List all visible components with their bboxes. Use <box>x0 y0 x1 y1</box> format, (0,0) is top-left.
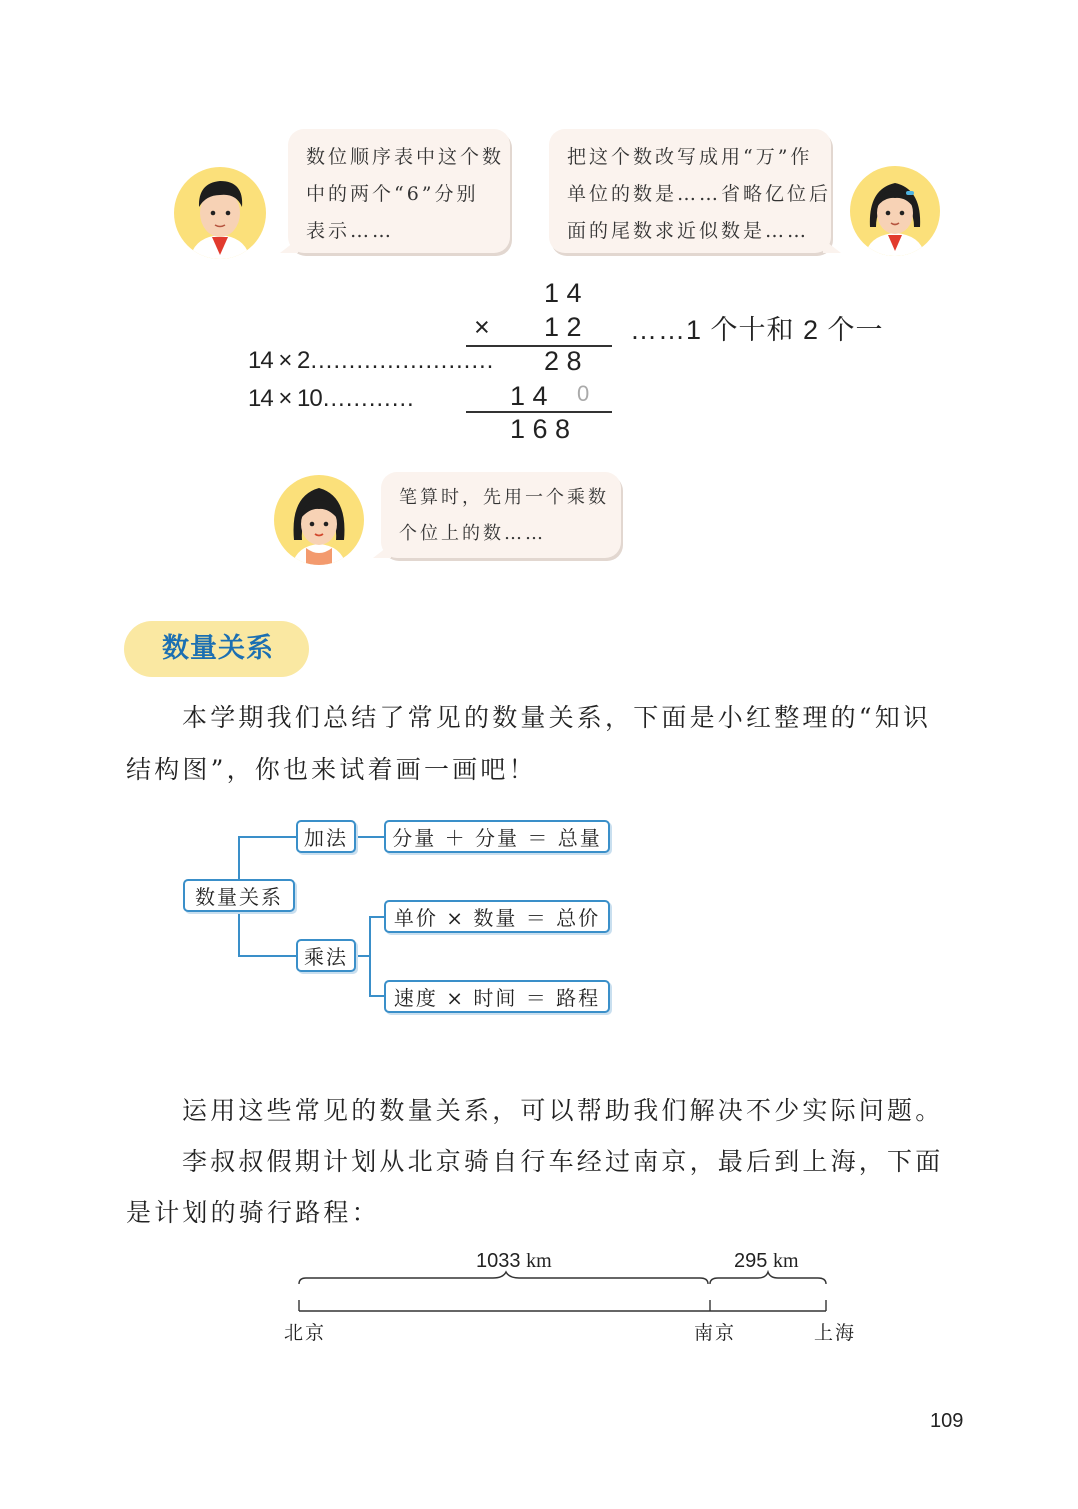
tree-connector <box>238 910 240 956</box>
distance-value: 295 <box>734 1250 768 1272</box>
city-beijing: 北京 <box>284 1322 327 1344</box>
brace-2 <box>710 1272 826 1284</box>
tree-connector <box>238 955 296 957</box>
girl-ponytail-speech-bubble <box>381 472 621 558</box>
brace-1 <box>299 1272 708 1284</box>
bubble-line: 笔算时，先用一个乘数 <box>399 487 609 508</box>
tree-connector <box>357 836 384 838</box>
tree-connector <box>369 916 371 996</box>
route-line-diagram <box>290 1270 835 1320</box>
tree-connector <box>369 995 384 997</box>
multiplier: 1 2 <box>544 312 582 342</box>
tree-mul-formula-2-box: 速度 × 时间 ＝ 路程 <box>384 980 610 1013</box>
girl-speech-bubble <box>549 129 831 253</box>
tree-connector <box>238 836 240 880</box>
omitted-zero: 0 <box>577 381 590 406</box>
tree-add-box: 加法 <box>296 820 356 853</box>
product: 1 6 8 <box>510 414 571 444</box>
times-sign: × <box>474 312 490 342</box>
tree-root-box: 数量关系 <box>183 879 295 912</box>
bubble-line: 面的尾数求近似数是…… <box>567 220 810 242</box>
bubble-line: 中的两个“6”分别 <box>306 183 479 205</box>
city-nanjing: 南京 <box>694 1322 737 1344</box>
tree-connector <box>238 836 296 838</box>
bubble-line: 表示…… <box>306 220 395 242</box>
boy-speech-bubble <box>288 129 510 253</box>
distance-value: 1033 <box>476 1250 521 1272</box>
bubble-line: 数位顺序表中这个数 <box>306 146 505 168</box>
bubble-line: 把这个数改写成用“万”作 <box>567 146 813 168</box>
boy-avatar <box>172 167 268 259</box>
partial-product-1: 2 8 <box>544 346 582 376</box>
intro-line-2: 结构图”，你也来试着画一画吧！ <box>126 755 537 784</box>
distance-unit: km <box>526 1250 552 1272</box>
partial2-label: 14 × 10………… <box>248 385 414 412</box>
multiplicand: 1 4 <box>544 278 582 308</box>
girl-ponytail-avatar <box>272 474 366 566</box>
body-line-3: 是计划的骑行路程： <box>126 1198 380 1227</box>
tree-connector <box>369 916 384 918</box>
page-number: 109 <box>930 1410 964 1432</box>
girl-avatar <box>848 165 942 257</box>
tree-mul-box: 乘法 <box>296 939 356 972</box>
bubble-line: 单位的数是……省略亿位后 <box>567 183 832 205</box>
body-line-1: 运用这些常见的数量关系，可以帮助我们解决不少实际问题。 <box>182 1096 944 1125</box>
tree-mul-formula-1-box: 单价 × 数量 ＝ 总价 <box>384 900 610 933</box>
partial-product-2: 1 4 <box>510 381 548 411</box>
bubble-line: 个位上的数…… <box>399 523 546 544</box>
partial1-label: 14 × 2…………………… <box>248 347 494 374</box>
city-shanghai: 上海 <box>814 1322 857 1344</box>
section-title: 数量关系 <box>124 621 309 677</box>
body-line-2: 李叔叔假期计划从北京骑自行车经过南京，最后到上海，下面 <box>182 1147 944 1176</box>
distance-unit: km <box>772 1250 799 1272</box>
multiplier-note: ……1 个十和 2 个一 <box>630 315 884 345</box>
tree-add-formula-box: 分量 ＋ 分量 ＝ 总量 <box>384 820 610 853</box>
bottom-rule <box>466 411 612 413</box>
intro-line-1: 本学期我们总结了常见的数量关系，下面是小红整理的“知识 <box>182 703 932 732</box>
